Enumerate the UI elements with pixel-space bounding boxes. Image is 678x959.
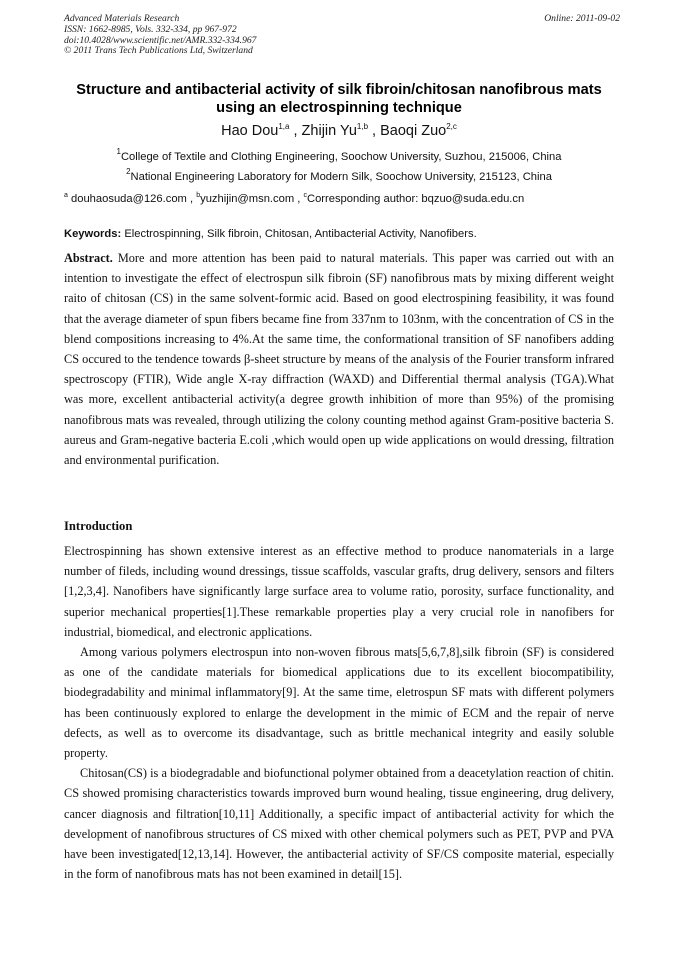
keywords-label: Keywords:: [64, 228, 122, 240]
email-b[interactable]: yuzhijin@msn.com ,: [200, 193, 301, 205]
keywords-text: Electrospinning, Silk fibroin, Chitosan, Antibacterial Activity, Nanofibers.: [124, 228, 477, 240]
author-name: Baoqi Zuo: [380, 123, 447, 139]
email-line: [64, 192, 620, 206]
author-sup: 1,a: [278, 122, 290, 131]
email-sup: c: [303, 192, 307, 199]
online-date: Online: 2011-09-02: [544, 13, 620, 24]
author-list: [64, 122, 614, 140]
doi-line[interactable]: doi:10.4028/www.scientific.net/AMR.332-334.967: [64, 34, 257, 46]
intro-paragraph: Among various polymers electrospun into non-woven fibrous mats[5,6,7,8],silk fibroin (SF) is considered as one of the candidate materials for biomedical applications due to its excellent biocompatibility, biodegradability and minimal inflammatory[9]. At the same time, eletrospun SF mats with different polymers has been continuously explored to enlarge the development in the mimic of ECM and the repair of nerve defects, as well as to overcome its disadvantage, such as brittle mechanical integrity and easily soluble property.: [64, 645, 614, 761]
paper-title: Structure and antibacterial activity of silk fibroin/chitosan nanofibrous mats using an electrospinning technique: [76, 82, 602, 116]
affiliation-sup: 1: [116, 147, 121, 156]
abstract-label: Abstract.: [64, 251, 113, 265]
email-a[interactable]: douhaosuda@126.com ,: [71, 193, 197, 205]
affiliation-1: [64, 147, 614, 164]
journal-name: Advanced Materials Research: [64, 13, 180, 24]
author-sup: 2,c: [446, 122, 457, 131]
affiliation-text: National Engineering Laboratory for Modern Silk, Soochow University, 215123, China: [130, 171, 552, 183]
author-separator: ,: [289, 123, 302, 139]
keywords: [64, 227, 620, 241]
introduction-body: [64, 541, 614, 884]
copyright-line: © 2011 Trans Tech Publications Ltd, Switzerland: [64, 45, 253, 57]
author-name: Hao Dou: [221, 123, 279, 139]
affiliation-2: [64, 167, 614, 184]
email-sup: b: [196, 192, 201, 199]
author-sup: 1,b: [356, 122, 369, 131]
abstract: [64, 248, 614, 470]
email-c[interactable]: Corresponding author: bqzuo@suda.edu.cn: [306, 193, 525, 205]
author-name: Zhijin Yu: [301, 123, 357, 139]
abstract-text: More and more attention has been paid to natural materials. This paper was carried out with an intention to investigate the effect of electrospun silk fibroin (SF) nanofibrous mats by mixing different weight raito of chitosan (CS) in the same solvent-formic acid. Based on good electrospining feasibility, it was found that the average diameter of spun fibers became fine from 337nm to 103nm, with the concentration of CS in the blend compositions increasing to 4%.At the same time, the conformational transition of SF nanofibers adding CS occured to the tendence towards β-sheet structure by means of the analysis of the Fourier transform infrared spectroscopy (FTIR), Wide angle X-ray diffraction (WAXD) and Differential thermal analysis (TGA).What was more, excellent antibacterial activity(a degree growth inhibition of more than 95%) of the promising nanofibrous mats was revealed, through utilizing the colony counting method against Gram-positive bacteria S. aureus and Gram-negative bacteria E.coli ,which would open up wide applications on would dressing, filtration and environmental purification.: [64, 251, 614, 468]
intro-paragraph: Electrospinning has shown extensive interest as an effective method to produce nanomaterials in a large number of fileds, including wound dressings, tissue scaffolds, vascular grafts, drug delivery, sensors and filters [1,2,3,4]. Nanofibers have significantly large surface area to volume ratio, porosity, surface functionality, and superior mechanical properties[1].These remarkable properties play a very crucial role in nanofibers for industrial, biomedical, and electronic applications.: [64, 544, 614, 639]
author-separator: ,: [368, 123, 381, 139]
section-heading-introduction: Introduction: [64, 519, 133, 533]
journal-header: [64, 14, 620, 57]
affiliation-sup: 2: [126, 167, 131, 176]
issn-line: ISSN: 1662-8985, Vols. 332-334, pp 967-972: [64, 23, 237, 35]
intro-paragraph: Chitosan(CS) is a biodegradable and biofunctional polymer obtained from a deacetylation reaction of chitin. CS showed promising characteristics towards improved burn wound healing, tissue engineering, drug delivery, cancer diagnosis and filtration[10,11] Additionally, a specific impact of antibacterial activity for which the development of nanofibrous structures of CS mixed with other chemical polymers such as PET, PVP and PVA have been investigated[12,13,14]. However, the antibacterial activity of SF/CS composite material, especially in the form of nanofibrous mats has not been examined in detail[15].: [64, 766, 614, 882]
affiliation-text: College of Textile and Clothing Engineering, Soochow University, Suzhou, 215006, China: [120, 151, 562, 163]
email-sup: a: [64, 192, 68, 199]
